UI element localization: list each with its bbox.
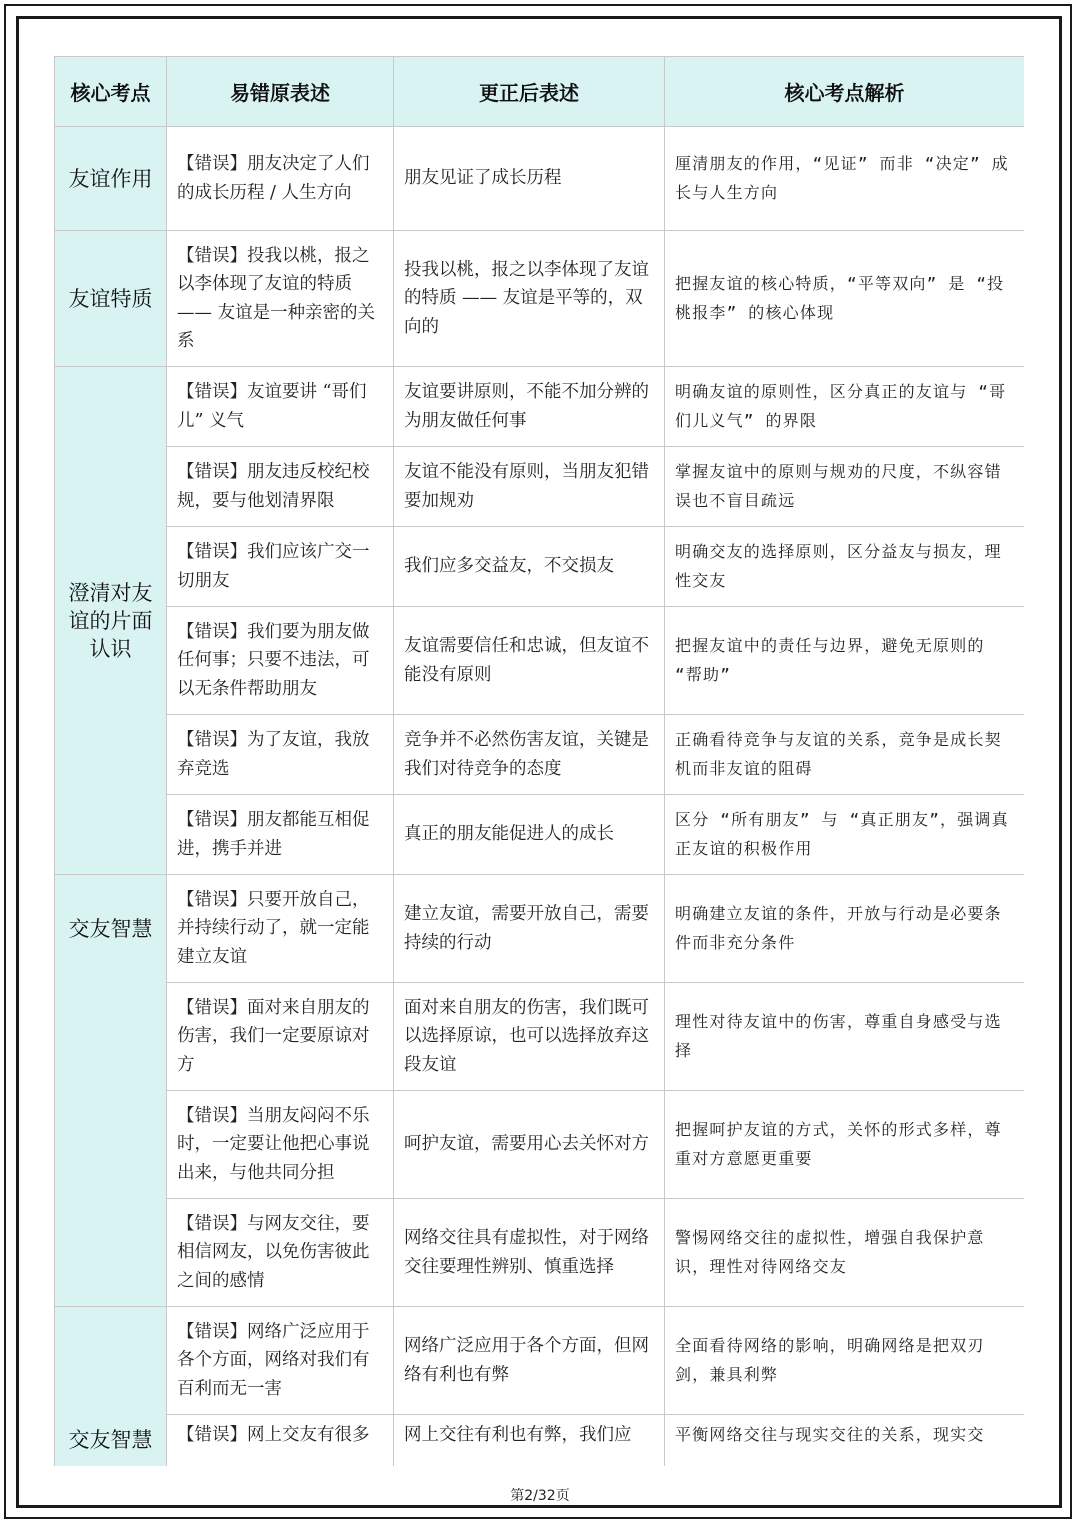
corrected-statement: 真正的朋友能促进人的成长 bbox=[394, 795, 665, 875]
corrected-statement: 友谊不能没有原则，当朋友犯错要加规劝 bbox=[394, 447, 665, 527]
analysis-text: 正确看待竞争与友谊的关系，竞争是成长契机而非友谊的阻碍 bbox=[665, 715, 1025, 795]
table-row bbox=[55, 1307, 1025, 1415]
analysis-text: 警惕网络交往的虚拟性，增强自我保护意识，理性对待网络交友 bbox=[665, 1199, 1025, 1307]
analysis-text: 厘清朋友的作用，“见证” 而非 “决定” 成长与人生方向 bbox=[665, 127, 1025, 231]
table-row bbox=[55, 875, 1025, 983]
topic-cell: 交友智慧 bbox=[55, 875, 167, 1307]
corrected-statement: 面对来自朋友的伤害，我们既可以选择原谅，也可以选择放弃这段友谊 bbox=[394, 983, 665, 1091]
analysis-text: 掌握友谊中的原则与规劝的尺度，不纵容错误也不盲目疏远 bbox=[665, 447, 1025, 527]
corrected-statement: 朋友见证了成长历程 bbox=[394, 127, 665, 231]
analysis-text: 明确友谊的原则性，区分真正的友谊与 “哥们儿义气” 的界限 bbox=[665, 367, 1025, 447]
corrected-statement: 建立友谊，需要开放自己，需要持续的行动 bbox=[394, 875, 665, 983]
corrected-statement: 网络广泛应用于各个方面，但网络有利也有弊 bbox=[394, 1307, 665, 1415]
corrected-statement: 竞争并不必然伤害友谊，关键是我们对待竞争的态度 bbox=[394, 715, 665, 795]
misconception-table bbox=[54, 56, 1024, 1466]
table-row bbox=[55, 1415, 1025, 1467]
header-row bbox=[55, 57, 1025, 127]
wrong-statement: 【错误】当朋友闷闷不乐时，一定要让他把心事说出来，与他共同分担 bbox=[167, 1091, 394, 1199]
header-analysis: 核心考点解析 bbox=[665, 57, 1025, 127]
table-row bbox=[55, 231, 1025, 367]
wrong-statement: 【错误】我们要为朋友做任何事；只要不违法，可以无条件帮助朋友 bbox=[167, 607, 394, 715]
table-row bbox=[55, 983, 1025, 1091]
analysis-text: 把握友谊的核心特质，“平等双向” 是 “投桃报李” 的核心体现 bbox=[665, 231, 1025, 367]
analysis-text: 理性对待友谊中的伤害，尊重自身感受与选择 bbox=[665, 983, 1025, 1091]
table-row bbox=[55, 715, 1025, 795]
corrected-statement: 网络交往具有虚拟性，对于网络交往要理性辨别、慎重选择 bbox=[394, 1199, 665, 1307]
wrong-statement: 【错误】我们应该广交一切朋友 bbox=[167, 527, 394, 607]
table-row bbox=[55, 795, 1025, 875]
header-wrong-statement: 易错原表述 bbox=[167, 57, 394, 127]
wrong-statement: 【错误】朋友决定了人们的成长历程 / 人生方向 bbox=[167, 127, 394, 231]
wrong-statement: 【错误】朋友都能互相促进，携手并进 bbox=[167, 795, 394, 875]
wrong-statement: 【错误】朋友违反校纪校规，要与他划清界限 bbox=[167, 447, 394, 527]
topic-cell: 友谊作用 bbox=[55, 127, 167, 231]
table-row bbox=[55, 607, 1025, 715]
table-row bbox=[55, 527, 1025, 607]
table-row bbox=[55, 447, 1025, 527]
page-number: 第2/32页 bbox=[510, 1488, 570, 1504]
wrong-statement: 【错误】投我以桃，报之以李体现了友谊的特质 —— 友谊是一种亲密的关系 bbox=[167, 231, 394, 367]
corrected-statement: 投我以桃，报之以李体现了友谊的特质 —— 友谊是平等的，双向的 bbox=[394, 231, 665, 367]
corrected-statement: 友谊需要信任和忠诚，但友谊不能没有原则 bbox=[394, 607, 665, 715]
header-corrected-statement: 更正后表述 bbox=[394, 57, 665, 127]
topic-cell: 友谊特质 bbox=[55, 231, 167, 367]
header-core-point: 核心考点 bbox=[55, 57, 167, 127]
analysis-text: 全面看待网络的影响，明确网络是把双刃剑，兼具利弊 bbox=[665, 1307, 1025, 1415]
wrong-statement: 【错误】只要开放自己，并持续行动了，就一定能建立友谊 bbox=[167, 875, 394, 983]
analysis-text: 把握友谊中的责任与边界，避免无原则的 “帮助” bbox=[665, 607, 1025, 715]
corrected-statement: 我们应多交益友，不交损友 bbox=[394, 527, 665, 607]
corrected-statement: 友谊要讲原则，不能不加分辨的为朋友做任何事 bbox=[394, 367, 665, 447]
table-row bbox=[55, 127, 1025, 231]
table-container bbox=[54, 56, 1024, 1466]
table-row bbox=[55, 1199, 1025, 1307]
corrected-statement: 呵护友谊，需要用心去关怀对方 bbox=[394, 1091, 665, 1199]
topic-cell: 交友智慧 bbox=[55, 1307, 167, 1467]
table-row bbox=[55, 1091, 1025, 1199]
wrong-statement: 【错误】面对来自朋友的伤害，我们一定要原谅对方 bbox=[167, 983, 394, 1091]
table-row bbox=[55, 367, 1025, 447]
wrong-statement: 【错误】与网友交往，要相信网友，以免伤害彼此之间的感情 bbox=[167, 1199, 394, 1307]
corrected-statement: 网上交往有利也有弊，我们应 bbox=[394, 1415, 665, 1467]
analysis-text: 区分 “所有朋友” 与 “真正朋友”，强调真正友谊的积极作用 bbox=[665, 795, 1025, 875]
wrong-statement: 【错误】网上交友有很多 bbox=[167, 1415, 394, 1467]
wrong-statement: 【错误】网络广泛应用于各个方面，网络对我们有百利而无一害 bbox=[167, 1307, 394, 1415]
wrong-statement: 【错误】友谊要讲 “哥们儿” 义气 bbox=[167, 367, 394, 447]
analysis-text: 平衡网络交往与现实交往的关系，现实交 bbox=[665, 1415, 1025, 1467]
wrong-statement: 【错误】为了友谊，我放弃竞选 bbox=[167, 715, 394, 795]
analysis-text: 明确建立友谊的条件，开放与行动是必要条件而非充分条件 bbox=[665, 875, 1025, 983]
analysis-text: 明确交友的选择原则，区分益友与损友，理性交友 bbox=[665, 527, 1025, 607]
analysis-text: 把握呵护友谊的方式，关怀的形式多样，尊重对方意愿更重要 bbox=[665, 1091, 1025, 1199]
topic-cell: 澄清对友谊的片面认识 bbox=[55, 367, 167, 875]
